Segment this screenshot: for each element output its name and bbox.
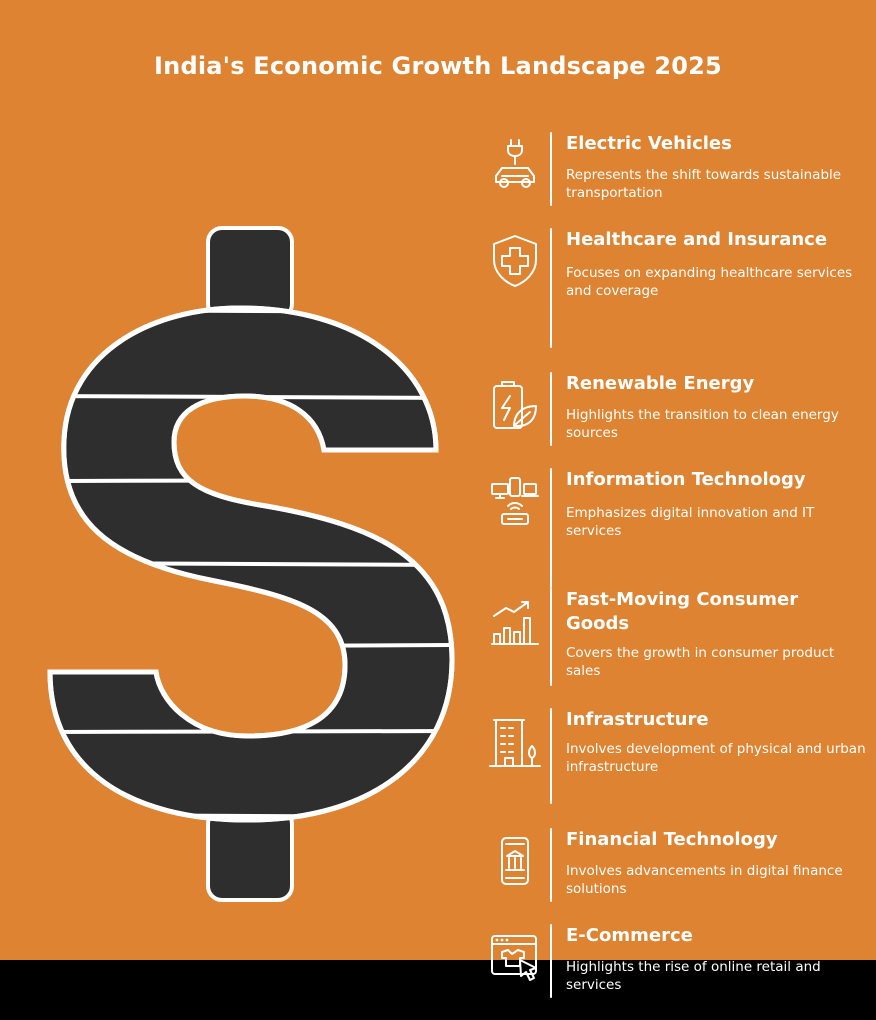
growth-chart-icon — [488, 594, 542, 648]
page-title: India's Economic Growth Landscape 2025 — [154, 52, 722, 80]
item-description: Involves advancements in digital finance solutions — [566, 863, 843, 897]
item-description: Highlights the rise of online retail and services — [566, 959, 821, 993]
item-title: Healthcare and Insurance — [566, 229, 828, 250]
item-description: Emphasizes digital innovation and IT services — [566, 505, 815, 539]
item-description: Represents the shift towards sustainable transportation — [566, 167, 842, 201]
item-title: E-Commerce — [566, 925, 693, 946]
online-shop-icon — [488, 930, 542, 984]
divider — [550, 924, 552, 998]
item-title: Financial Technology — [566, 829, 778, 850]
item-title: Infrastructure — [566, 709, 709, 730]
divider — [550, 588, 552, 686]
divider — [550, 228, 552, 348]
network-devices-icon — [488, 474, 542, 528]
item-title: Fast-Moving Consumer Goods — [566, 589, 799, 634]
medical-shield-icon — [488, 234, 542, 288]
item-description: Covers the growth in consumer product sales — [566, 645, 835, 679]
item-title: Electric Vehicles — [566, 133, 732, 154]
building-icon — [488, 714, 542, 768]
divider — [550, 372, 552, 446]
electric-car-icon — [488, 138, 542, 192]
item-description: Involves development of physical and urban infrastructure — [566, 741, 866, 775]
divider — [550, 132, 552, 206]
divider — [550, 708, 552, 804]
item-description: Highlights the transition to clean energy sources — [566, 407, 839, 441]
divider — [550, 468, 552, 588]
battery-leaf-icon — [488, 378, 542, 432]
mobile-bank-icon — [488, 834, 542, 888]
item-title: Renewable Energy — [566, 373, 755, 394]
divider — [550, 828, 552, 902]
item-description: Focuses on expanding healthcare services and coverage — [566, 265, 853, 299]
item-title: Information Technology — [566, 469, 806, 490]
